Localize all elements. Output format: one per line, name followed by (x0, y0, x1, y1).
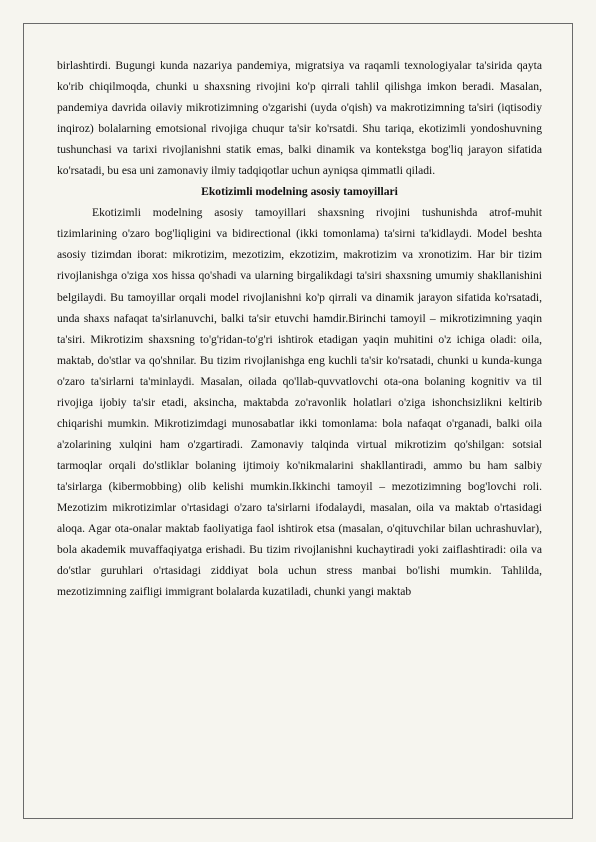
paragraph-main: Ekotizimli modelning asosiy tamoyillari shaxsning rivojini tushunishda atrof-muhit tizimlarining o'zaro bog'liqligini va bidirectional (ikki tomonlama) ta'sirni ta'kidlaydi. Model beshta asosiy tizimdan iborat: mikrotizim, mezotizim, ekzotizim, makrotizim va xronotizim. Har bir tizim rivojlanishga o'ziga xos hissa qo'shadi va ularning birgalikdagi ta'siri shaxsning umumiy shakllanishini belgilaydi. Bu tamoyillar orqali model rivojlanishni ko'p qirrali va dinamik jarayon sifatida ko'rsatadi, unda shaxs nafaqat ta'sirlanuvchi, balki ta'sir etuvchi hamdir.Birinchi tamoyil – mikrotizimning yaqin ta'siri. Mikrotizim shaxsning to'g'ridan-to'g'ri ishtirok etadigan yaqin muhitini o'z ichiga oladi: oila, maktab, do'stlar va qo'shnilar. Bu tizim rivojlanishga eng kuchli ta'sir ko'rsatadi, chunki u kunda-kunga o'zaro ta'sirlarni ta'minlaydi. Masalan, oilada qo'llab-quvvatlovchi ota-ona bolaning kognitiv va til rivojiga ijobiy ta'sir etadi, aksincha, maktabda zo'ravonlik holatlari o'ziga ishonchsizlikni keltirib chiqarishi mumkin. Mikrotizimdagi munosabatlar ikki tomonlama: bola nafaqat o'rganadi, balki oila a'zolarining xulqini ham o'zgartiradi. Zamonaviy talqinda virtual mikrotizim qo'shilgan: sotsial tarmoqlar orqali do'stliklar bolaning ijtimoiy ko'nikmalarini shakllantiradi, ammo bu ham salbiy ta'sirlarga (kibermobbing) olib kelishi mumkin.Ikkinchi tamoyil – mezotizimning bog'lovchi roli. Mezotizim mikrotizimlar o'rtasidagi o'zaro ta'sirlarni ifodalaydi, masalan, oila va maktab o'rtasidagi aloqa. Agar ota-onalar maktab faoliyatiga faol ishtirok etsa (masalan, o'qituvchilar bilan uchrashuvlar), bola akademik muvaffaqiyatga erishadi. Bu tizim rivojlanishni kuchaytiradi yoki zaiflashtiradi: oila va do'stlar guruhlari o'rtasidagi ziddiyat bola uchun stress manbai bo'lishi mumkin. Tahlilda, mezotizimning zaifligi immigrant bolalarda kuzatiladi, chunki yangi maktab (57, 206, 542, 599)
page-body (57, 55, 542, 602)
section-heading: Ekotizimli modelning asosiy tamoyillari (201, 185, 398, 199)
paragraph-continued: birlashtirdi. Bugungi kunda nazariya pandemiya, migratsiya va raqamli texnologiyalar ta'sirida qayta ko'rib chiqilmoqda, chunki u shaxsning rivojini ko'p qirrali tahlil qilishga imkon beradi. Masalan, pandemiya davrida oilaviy mikrotizimning o'zgarishi (uyda o'qish) va makrotizimning ta'siri (iqtisodiy inqiroz) bolalarning emotsional rivojiga chuqur ta'sir ko'rsatdi. Shu tariqa, ekotizimli yondoshuvning tushunchasi va tarixi rivojlanishni statik emas, balki dinamik va kontekstga bog'liq jarayon sifatida ko'rsatadi, bu esa uni zamonaviy ilmiy tadqiqotlar uchun ayniqsa qimmatli qiladi. (57, 59, 542, 178)
